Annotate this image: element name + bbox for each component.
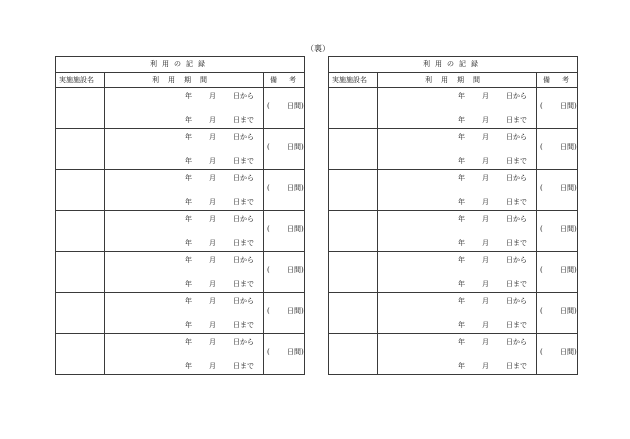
period-year-to: 年 — [458, 157, 465, 165]
column-header-remarks: 備考 — [537, 73, 578, 88]
period-line-group — [105, 334, 304, 374]
period-line-group — [378, 293, 577, 333]
period-day-from: 日から — [233, 297, 254, 305]
facility-name-field[interactable] — [329, 293, 378, 334]
table-row — [56, 334, 305, 375]
period-month-to: 月 — [209, 239, 216, 247]
period-year-from: 年 — [185, 215, 192, 223]
period-month-from: 月 — [209, 133, 216, 141]
period-days-count: 日間) — [287, 307, 304, 315]
facility-name-field[interactable] — [329, 129, 378, 170]
period-year-to: 年 — [185, 280, 192, 288]
period-year-to: 年 — [458, 321, 465, 329]
facility-name-field[interactable] — [329, 88, 378, 129]
period-month-to: 月 — [482, 198, 489, 206]
period-month-to: 月 — [482, 116, 489, 124]
period-day-to: 日まで — [233, 239, 254, 247]
period-month-to: 月 — [482, 362, 489, 370]
table-row — [329, 211, 578, 252]
period-days-open-paren: ( — [267, 225, 270, 233]
period-days-count: 日間) — [287, 184, 304, 192]
period-day-from: 日から — [506, 256, 527, 264]
period-month-to: 月 — [209, 198, 216, 206]
period-days-open-paren: ( — [540, 307, 543, 315]
period-line-group — [105, 211, 304, 251]
period-year-from: 年 — [185, 338, 192, 346]
period-days-count: 日間) — [560, 307, 577, 315]
period-days-open-paren: ( — [267, 143, 270, 151]
period-month-from: 月 — [482, 256, 489, 264]
period-year-from: 年 — [185, 174, 192, 182]
period-month-from: 月 — [209, 297, 216, 305]
period-month-from: 月 — [209, 215, 216, 223]
period-days-count: 日間) — [287, 225, 304, 233]
period-year-to: 年 — [185, 198, 192, 206]
period-day-to: 日まで — [506, 116, 527, 124]
period-year-to: 年 — [458, 280, 465, 288]
record-rows-left — [56, 88, 305, 375]
table-row — [56, 88, 305, 129]
usage-period-field[interactable] — [105, 252, 304, 293]
period-month-from: 月 — [209, 92, 216, 100]
period-days-open-paren: ( — [540, 102, 543, 110]
period-day-from: 日から — [506, 133, 527, 141]
period-line-group — [378, 211, 577, 251]
period-days-open-paren: ( — [267, 348, 270, 356]
period-days-open-paren: ( — [540, 225, 543, 233]
period-year-from: 年 — [185, 256, 192, 264]
table-row — [329, 88, 578, 129]
period-day-from: 日から — [233, 256, 254, 264]
period-days-open-paren: ( — [540, 184, 543, 192]
period-month-to: 月 — [482, 239, 489, 247]
facility-name-field[interactable] — [56, 334, 105, 375]
period-day-to: 日まで — [506, 280, 527, 288]
period-days-open-paren: ( — [540, 266, 543, 274]
usage-period-field[interactable] — [378, 252, 577, 293]
period-days-count: 日間) — [560, 348, 577, 356]
table-row — [56, 170, 305, 211]
period-year-to: 年 — [458, 116, 465, 124]
period-year-to: 年 — [185, 321, 192, 329]
table-title: 利用の記録 — [329, 57, 578, 73]
period-line-group — [378, 129, 577, 169]
facility-name-field[interactable] — [56, 129, 105, 170]
usage-period-field[interactable] — [105, 211, 304, 252]
period-days-count: 日間) — [287, 102, 304, 110]
period-year-to: 年 — [458, 362, 465, 370]
facility-name-field[interactable] — [56, 252, 105, 293]
facility-name-field[interactable] — [329, 252, 378, 293]
period-day-to: 日まで — [233, 362, 254, 370]
period-days-open-paren: ( — [267, 102, 270, 110]
table-row — [329, 170, 578, 211]
period-day-from: 日から — [233, 174, 254, 182]
period-line-group — [378, 88, 577, 128]
period-year-from: 年 — [185, 297, 192, 305]
usage-record-table-right — [328, 56, 581, 375]
period-days-count: 日間) — [560, 102, 577, 110]
table-row — [329, 293, 578, 334]
table-row — [329, 129, 578, 170]
usage-period-field[interactable] — [105, 293, 304, 334]
period-month-to: 月 — [209, 362, 216, 370]
period-year-to: 年 — [185, 157, 192, 165]
column-header-remarks: 備考 — [264, 73, 305, 88]
period-month-from: 月 — [482, 92, 489, 100]
period-month-to: 月 — [209, 321, 216, 329]
period-day-from: 日から — [233, 92, 254, 100]
period-day-to: 日まで — [233, 157, 254, 165]
period-day-to: 日まで — [506, 321, 527, 329]
facility-name-field[interactable] — [329, 170, 378, 211]
period-days-open-paren: ( — [540, 348, 543, 356]
usage-period-field[interactable] — [105, 170, 304, 211]
period-line-group — [378, 334, 577, 374]
period-day-from: 日から — [506, 174, 527, 182]
period-year-to: 年 — [185, 362, 192, 370]
period-year-from: 年 — [458, 338, 465, 346]
page-side-mark: （裏） — [306, 44, 330, 53]
table-row — [56, 252, 305, 293]
period-year-from: 年 — [458, 174, 465, 182]
column-header-period: 利用期間 — [105, 73, 264, 88]
period-month-from: 月 — [482, 215, 489, 223]
period-day-from: 日から — [506, 338, 527, 346]
period-days-count: 日間) — [287, 348, 304, 356]
period-year-from: 年 — [185, 92, 192, 100]
usage-period-field[interactable] — [105, 129, 304, 170]
table-row — [56, 293, 305, 334]
usage-period-field[interactable] — [378, 334, 577, 375]
period-year-from: 年 — [458, 133, 465, 141]
period-line-group — [105, 252, 304, 292]
column-header-facility: 実施施設名 — [329, 73, 378, 88]
period-month-from: 月 — [209, 256, 216, 264]
period-day-to: 日まで — [233, 321, 254, 329]
table-title: 利用の記録 — [56, 57, 305, 73]
period-month-from: 月 — [482, 133, 489, 141]
period-day-from: 日から — [506, 92, 527, 100]
period-line-group — [378, 170, 577, 210]
period-days-count: 日間) — [560, 184, 577, 192]
period-days-count: 日間) — [287, 266, 304, 274]
facility-name-field[interactable] — [56, 88, 105, 129]
period-month-to: 月 — [209, 280, 216, 288]
period-days-open-paren: ( — [267, 307, 270, 315]
period-days-open-paren: ( — [267, 184, 270, 192]
usage-period-field[interactable] — [378, 170, 577, 211]
column-header-facility: 実施施設名 — [56, 73, 105, 88]
usage-period-field[interactable] — [105, 334, 304, 375]
period-day-from: 日から — [233, 215, 254, 223]
table-row — [56, 129, 305, 170]
usage-period-field[interactable] — [105, 88, 304, 129]
period-days-count: 日間) — [560, 225, 577, 233]
period-day-to: 日まで — [506, 239, 527, 247]
period-year-to: 年 — [458, 239, 465, 247]
period-month-to: 月 — [209, 157, 216, 165]
period-month-to: 月 — [482, 280, 489, 288]
usage-period-field[interactable] — [378, 211, 577, 252]
period-year-from: 年 — [458, 256, 465, 264]
period-month-from: 月 — [209, 338, 216, 346]
facility-name-field[interactable] — [56, 170, 105, 211]
period-days-count: 日間) — [560, 266, 577, 274]
period-day-to: 日まで — [233, 280, 254, 288]
facility-name-field[interactable] — [329, 211, 378, 252]
period-month-from: 月 — [482, 338, 489, 346]
period-month-to: 月 — [482, 321, 489, 329]
period-year-from: 年 — [458, 215, 465, 223]
period-day-to: 日まで — [233, 116, 254, 124]
usage-record-table-left — [55, 56, 308, 375]
period-line-group — [378, 252, 577, 292]
period-line-group — [105, 293, 304, 333]
period-day-from: 日から — [233, 133, 254, 141]
period-month-from: 月 — [482, 297, 489, 305]
period-days-open-paren: ( — [540, 143, 543, 151]
period-day-from: 日から — [506, 297, 527, 305]
period-year-from: 年 — [458, 92, 465, 100]
period-day-to: 日まで — [233, 198, 254, 206]
period-days-count: 日間) — [287, 143, 304, 151]
period-day-to: 日まで — [506, 157, 527, 165]
period-days-open-paren: ( — [267, 266, 270, 274]
period-year-to: 年 — [458, 198, 465, 206]
period-year-from: 年 — [458, 297, 465, 305]
period-year-to: 年 — [185, 116, 192, 124]
period-month-to: 月 — [209, 116, 216, 124]
table-row — [329, 334, 578, 375]
period-line-group — [105, 129, 304, 169]
period-month-from: 月 — [482, 174, 489, 182]
period-day-from: 日から — [233, 338, 254, 346]
period-line-group — [105, 88, 304, 128]
record-rows-right — [329, 88, 578, 375]
period-month-from: 月 — [209, 174, 216, 182]
period-year-to: 年 — [185, 239, 192, 247]
facility-name-field[interactable] — [56, 293, 105, 334]
facility-name-field[interactable] — [329, 334, 378, 375]
usage-period-field[interactable] — [378, 293, 577, 334]
period-line-group — [105, 170, 304, 210]
period-month-to: 月 — [482, 157, 489, 165]
period-days-count: 日間) — [560, 143, 577, 151]
table-row — [56, 211, 305, 252]
usage-period-field[interactable] — [378, 129, 577, 170]
facility-name-field[interactable] — [56, 211, 105, 252]
usage-period-field[interactable] — [378, 88, 577, 129]
period-day-from: 日から — [506, 215, 527, 223]
table-row — [329, 252, 578, 293]
period-day-to: 日まで — [506, 198, 527, 206]
column-header-period: 利用期間 — [378, 73, 537, 88]
period-day-to: 日まで — [506, 362, 527, 370]
period-year-from: 年 — [185, 133, 192, 141]
